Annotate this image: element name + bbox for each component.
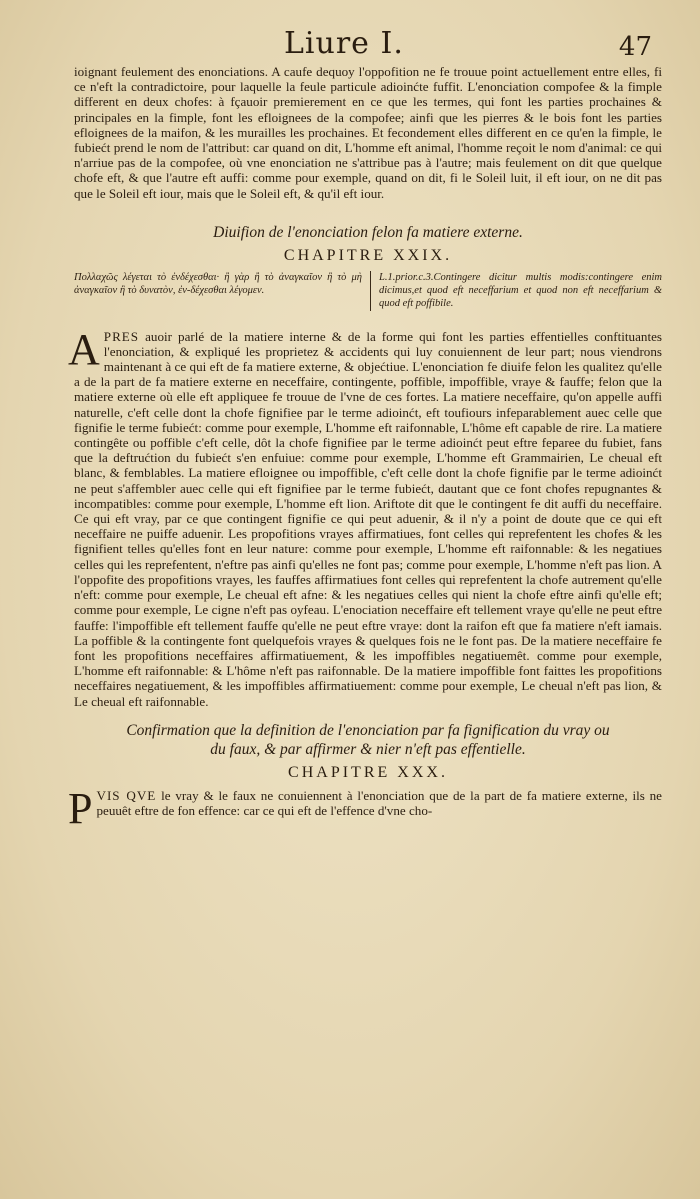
drop-capital: A	[68, 324, 100, 374]
drop-capital-p: P	[68, 783, 93, 833]
page-number: 47	[618, 32, 652, 62]
lead-word: PRES	[103, 328, 140, 344]
epigraph-block	[74, 271, 662, 311]
lead-word-xxx: VIS QVE	[96, 787, 157, 803]
main-text	[68, 64, 663, 833]
latin-marginal-note: L.1.prior.c.3.Contingere dicitur multis modis:contingere enim dicimus,et quod eft neceffarium et quod non eft neceffarium & quod eft poffibile.	[370, 271, 662, 311]
running-title: Liure I.	[284, 26, 404, 61]
section-title-xxx-line2: du faux, & par affirmer & nier n'eft pas effentielle.	[210, 740, 526, 758]
chapter-heading-xxix: CHAPITRE XXIX.	[283, 246, 453, 264]
chapter-xxix-body	[68, 324, 663, 709]
chapter-xxx-text: le vray & le faux ne conuiennent à l'enonciation que de la part de fa matiere externe, ils ne peuuêt eftre de fon effence: car ce qui eft de l'effence d'vne cho-	[96, 787, 662, 819]
chapter-xxx-body	[68, 783, 662, 833]
section-title-xxx-line1: Confirmation que la definition de l'enonciation par fa fignification du vray ou	[126, 721, 610, 739]
greek-epigraph: Πολλαχῶς λέγεται τὸ ἐνδέχεσθαι· ἢ γὰρ ἢ τὸ ἀναγκαῖον ἢ τὸ μὴ ἀναγκαῖον ἢ τὸ δυνατὸν, ἐν-δέχεσθαι λέγομεν.	[74, 272, 362, 297]
chapter-xxix-text: auoir parlé de la matiere interne & de la forme qui font les parties effentielles conftituantes l'enonciation, & expliqué les proprietez & accidents qui luy conuiennent de leur part; nous viendrons maintenant à ce qui eft de fa matiere externe, & objećtiue. L'enonciation fe diuife felon les qualitez qu'elle a de la part de fa matiere externe en neceffaire, contingente, poffible, impoffible, vraye & fauffe; felon que la matiere externe où elle eft appliquee fe trouue de l'vne de ces fortes. La matiere neceffaire, qu'on appelle auffi naturelle, c'eft celle dont la chofe fignifiee par le terme adioinćt, eft toufiours infeparablement auec celle que fignifie le terme fubiećt: comme pour exemple, L'homme eft raifonnable, L'hôme eft capable de rire. La matiere contingête ou poffible c'eft celle, dôt la chofe fignifiee par le terme adioinćt peut eftre feparee du fubiet, fans que la deftrućtion du fubiećt s'en enfuiue: comme pour exemple, L'homme eft Grammairien, Le cheual eft blanc, & femblables. La matiere efloignee ou impoffible, c'eft celle dont la chofe fignifie par le terme adioinćt ne peut s'affembler auec celle qui eft fignifiee par le terme fubiećt, dautant que ce font chofes repugnantes & incompatibles: comme pour exemple, L'homme eft lion. Ariftote dit que le contingent fe dit auffi du neceffaire. Ce qui eft vray, par ce que contingent fignifie ce qui peut aduenir, & il n'y a point de doute que ce qui eft neceffaire ne puiffe aduenir. Les propofitions vrayes affirmatiues, font celles qui reprefentent les chofes & les fignifient telles qu'elles font en leur nature: comme pour exemple, L'homme eft raifonnable: & les negatiues celles qui les reprefentent, n'eftre pas ainfi qu'elles ne font pas; comme pour exemple, L'homme n'eft pas lion. A l'oppofite des propofitions vrayes, les fauffes affirmatiues font celles qui reprefentent la chofe autrement qu'elle n'eft: comme pour exemple, Le cheual eft afne: & les negatiues celles qui nient la chofe eftre ainfi qu'elle eft; comme pour exemple, Le cigne n'eft pas oyfeau. L'enociation neceffaire eft tellement vraye qu'elle ne peut eftre fauffe: l'impoffible eft tellement fauffe qu'elle ne peut eftre vraye: dont la raifon eft que fa matiere n'eft iamais. La poffible & la contingente font quelquefois vrayes & quelques fois ne le font pas. De la matiere neceffaire fe font les propofitions neceffaires affirmatiuement, & les impoffibles negatiuemêt. comme pour exemple, L'homme eft raifonnable: & L'hôme n'eft pas raifonnable. De la matiere impoffible font faittes les propofitions neceffaires negatiuement, & les impoffibles affirmatiuement: comme pour exemple, Le cheual n'eft pas lion, & Le cheual eft raifonnable.	[74, 328, 663, 709]
chapter-heading-xxx: CHAPITRE XXX.	[288, 763, 448, 781]
intro-paragraph: ioignant feulement des enonciations. A caufe dequoy l'oppofition ne fe trouue point actuellement entre elles, fi ce n'eft la contradictoire, pour laquelle la feule particule adioinćte fuffit. L'enonciation compofee & la fimple different en deux chofes: à fçauoir premierement en ce que les termes, qui font les parties prochaines & principales en la fimple, font les efloignees de la compofee; ainfi que les pierres & le bois font les parties efloignees de la maifon, & les murailles les prochaines. Et fecondement elles different en ce qu'en la fimple, le fubiećt prend le nom de l'attribut: car quand on dit, L'homme eft animal, l'homme reçoit le nom d'animal: ce qui n'arriue pas de la compofee, où vne enonciation ne s'attribue pas à l'autre; mais feulement on dit que quelque chofe eft, & que l'autre eft auffi: comme pour exemple, quand on dit, fi le Soleil luit, il eft iour, on ne dit pas que le Soleil eft iour, mais que le Soleil eft, & qu'il eft iour.	[74, 64, 662, 201]
section-title-xxix: Diuifion de l'enonciation felon fa matiere externe.	[213, 223, 523, 241]
running-header	[74, 22, 662, 64]
